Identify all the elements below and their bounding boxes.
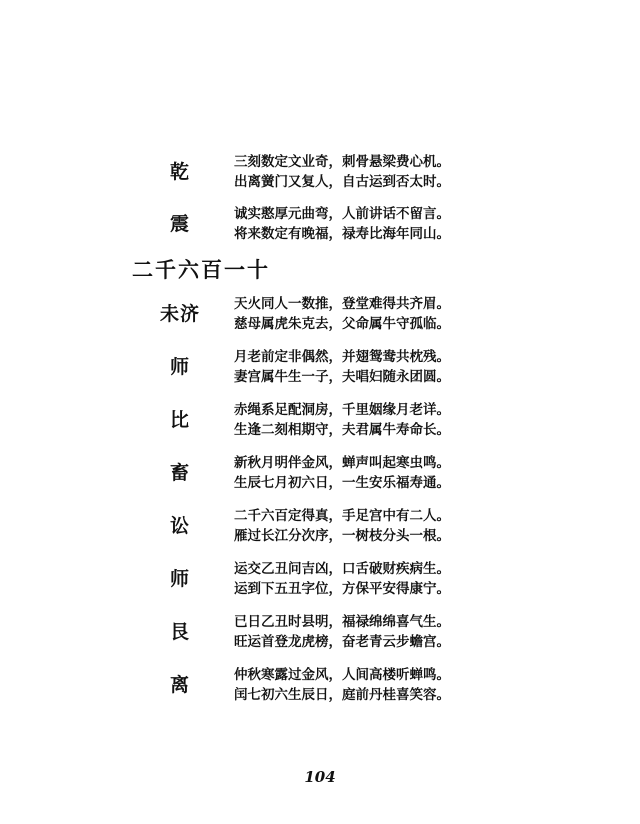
verse-entry <box>150 347 590 391</box>
gua-name: 震 <box>169 213 190 235</box>
verse-line: 生逢二刻相期守，夫君属牛寿命长。 <box>234 422 450 438</box>
verse-entry <box>150 400 590 444</box>
verse-line: 诚实憨厚元曲弯，人前讲话不留言。 <box>234 206 450 222</box>
verse-line: 妻宫属牛生一子，夫唱妇随永团圆。 <box>234 369 450 385</box>
verse-entry <box>150 152 590 196</box>
verse-line: 运到下五丑字位，方保平安得康宁。 <box>234 581 450 597</box>
verse-line: 已日乙丑时县明，福禄绵绵喜气生。 <box>234 614 450 630</box>
gua-name: 离 <box>169 674 190 696</box>
verse-entry <box>150 204 590 248</box>
verse-line: 新秋月明伴金风，蝉声叫起寒虫鸣。 <box>234 455 450 471</box>
gua-name: 比 <box>169 409 190 431</box>
verse-line: 将来数定有晚福，禄寿比海年同山。 <box>234 226 450 242</box>
gua-name: 畜 <box>169 462 190 484</box>
verse-line: 月老前定非偶然，并翅鸳鸯共枕残。 <box>234 349 450 365</box>
section-heading: 二千六百一十 <box>132 257 270 282</box>
verse-line: 闰七初六生辰日，庭前丹桂喜笑容。 <box>234 687 450 703</box>
gua-name: 师 <box>169 356 190 378</box>
verse-line: 生辰七月初六日，一生安乐福寿通。 <box>234 475 450 491</box>
verse-line: 出离黉门又复人，自古运到否太时。 <box>234 174 450 190</box>
verse-entry <box>150 294 590 338</box>
verse-line: 雁过长江分次序，一树枝分头一根。 <box>234 528 450 544</box>
verse-text <box>234 152 450 192</box>
verse-line: 赤绳系足配洞房，千里姻缘月老详。 <box>234 402 450 418</box>
verse-text <box>234 453 450 493</box>
verse-line: 二千六百定得真，手足宫中有二人。 <box>234 508 450 524</box>
gua-name: 未济 <box>159 303 200 325</box>
gua-name: 讼 <box>169 515 190 537</box>
verse-text <box>234 665 450 705</box>
verse-text <box>234 347 450 387</box>
verse-entry <box>150 559 590 603</box>
verse-entry <box>150 665 590 709</box>
verse-text <box>234 400 450 440</box>
verse-entry <box>150 612 590 656</box>
verse-line: 慈母属虎朱克去，父命属牛守孤临。 <box>234 316 450 332</box>
verse-text <box>234 294 450 334</box>
verse-line: 仲秋寒露过金风，人间高楼听蝉鸣。 <box>234 667 450 683</box>
verse-line: 旺运首登龙虎榜，奋老青云步蟾宫。 <box>234 634 450 650</box>
verse-text <box>234 559 450 599</box>
verse-text <box>234 612 450 652</box>
gua-name: 艮 <box>169 621 190 643</box>
page-number: 104 <box>304 768 336 786</box>
verse-line: 天火同人一数推，登堂难得共齐眉。 <box>234 296 450 312</box>
verse-entry <box>150 506 590 550</box>
gua-name: 师 <box>169 568 190 590</box>
verse-line: 运交乙丑问吉凶，口舌破财疾病生。 <box>234 561 450 577</box>
verse-text <box>234 204 450 244</box>
gua-name: 乾 <box>169 161 190 183</box>
verse-line: 三刻数定文业奇，刺骨悬梁费心机。 <box>234 154 450 170</box>
verse-text <box>234 506 450 546</box>
verse-entry <box>150 453 590 497</box>
